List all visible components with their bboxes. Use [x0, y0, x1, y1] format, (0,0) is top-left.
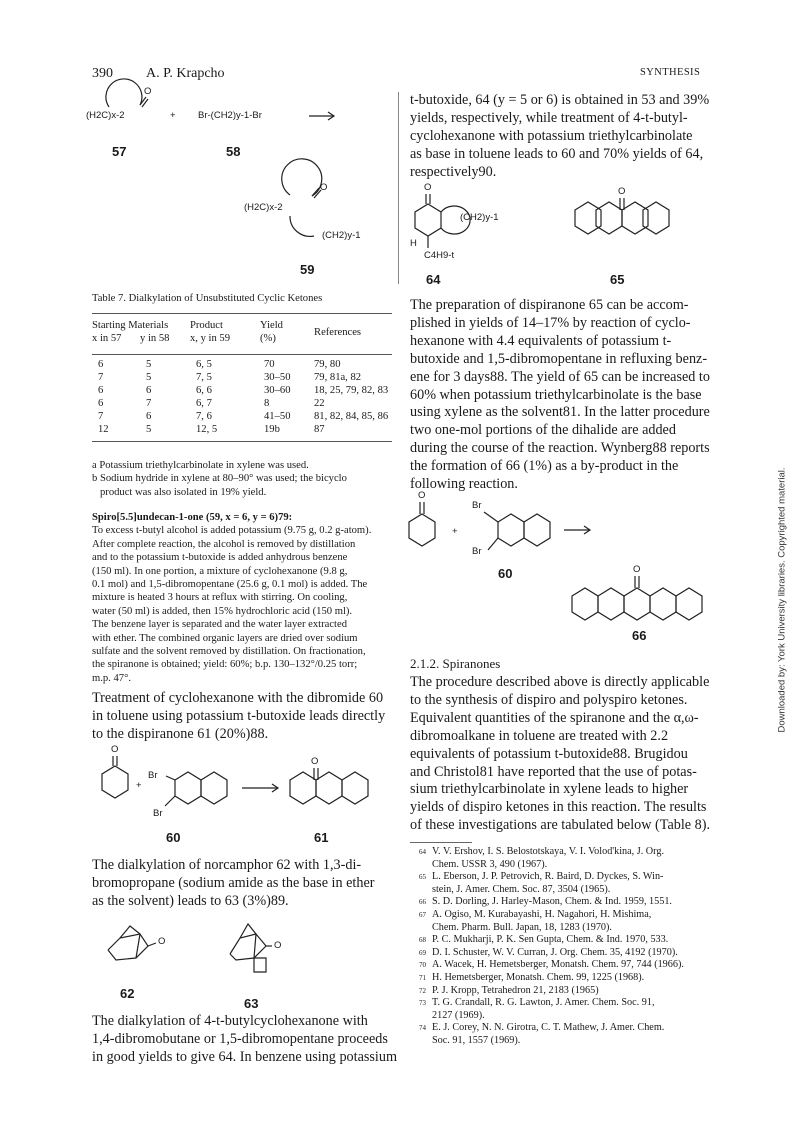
table-cell: 6, 5 [196, 359, 212, 370]
scheme-64-65 [410, 182, 714, 266]
page-number: 390 [92, 66, 113, 81]
table-7-note-a: a Potassium triethylcarbinolate in xylene was used. [92, 460, 309, 471]
ring-label-57: (H2C)x-2 [86, 110, 125, 121]
footnote-number: 68 [419, 936, 426, 945]
ring-59-lower [290, 216, 314, 236]
oxygen-61: O [311, 756, 319, 767]
table-cell: 79, 81a, 82 [314, 372, 362, 383]
plus-sign: + [452, 526, 458, 537]
table-cell: 5 [146, 359, 152, 370]
compound-label-57: 57 [112, 144, 127, 159]
text-line: t-butoxide, 64 (y = 5 or 6) is obtained in 53 and 39% [410, 92, 710, 108]
left-paragraph-1 [92, 690, 397, 744]
text-line: using xylene as the solvent81. In the latter procedure [410, 404, 710, 421]
table-cell: 6, 7 [196, 398, 212, 409]
procedure [92, 511, 397, 685]
scheme-norcamphor [100, 910, 400, 990]
table-7-header [92, 320, 392, 352]
text-line: 1,4-dibromobutane or 1,5-dibromopentane proceeds [92, 1030, 388, 1047]
table-cell: 18, 25, 79, 82, 83 [314, 385, 389, 396]
footnote-text: P. J. Kropp, Tetrahedron 21, 2183 (1965) [432, 984, 599, 996]
footnote-number: 64 [419, 848, 426, 856]
text-line: equivalents of potassium t-butoxide88. Brugidou [410, 745, 688, 762]
table-7-note-b-cont: product was also isolated in 19% yield. [100, 486, 267, 498]
footnote-text: 2127 (1969). [432, 1009, 485, 1021]
chain-label-59: (CH2)y-1 [322, 230, 361, 241]
text-line: during the course of the reaction. Wynberg88 reports [410, 440, 710, 457]
text-line: to the synthesis of dispiro and polyspiro ketones. [410, 691, 688, 708]
footnote-number: 65 [419, 873, 426, 882]
text-line: following reaction. [410, 476, 518, 493]
compound-label-62: 62 [120, 986, 135, 1001]
plus-sign: + [136, 780, 142, 791]
text-line: hexanone with 4.4 equivalents of potassium t- [410, 332, 672, 349]
procedure-line: the spiranone is obtained; yield: 60%; b.p. 130–132°/0.25 torr; [92, 659, 358, 671]
table-cell: 30–60 [264, 385, 291, 396]
footnote-text: Soc. 91, 1557 (1969). [432, 1034, 521, 1046]
compound-label-58: 58 [226, 144, 241, 159]
footnote-line [404, 846, 714, 859]
scheme-dispiranone-61 [100, 744, 400, 826]
compound-label-64: 64 [426, 272, 441, 287]
oxygen-63: O [274, 940, 282, 951]
text-line: as the solvent) leads to 63 (3%)89. [92, 892, 289, 909]
procedure-line: and to the potassium t-butoxide is added anhydrous benzene [92, 552, 348, 564]
text-line: to the dispiranone 61 (20%)88. [92, 725, 269, 742]
footnote-number [404, 922, 432, 935]
column-divider [398, 92, 399, 284]
procedure-line: sulfate and the solvent removed by distillation. On fractionation, [92, 646, 366, 658]
procedure-text [92, 524, 397, 685]
oxygen-66: O [633, 564, 641, 575]
table-cell: 8 [264, 398, 270, 409]
footnote-text: stein, J. Amer. Chem. Soc. 87, 3504 (1965). [432, 883, 611, 895]
text-line: two one-mol portions of the dihalide are added [410, 422, 676, 439]
footnote-number: 72 [419, 986, 426, 995]
text-line: 60% when potassium triethylcarbinolate is the base [410, 386, 702, 403]
plus-sign: + [170, 110, 176, 121]
right-paragraph-1 [410, 92, 710, 182]
text-line: yields, respectively, while treatment of 4-t-butyl- [410, 109, 688, 126]
table-cell: 7 [98, 411, 104, 422]
text-line: The dialkylation of 4-t-butylcyclohexanone with [92, 1013, 368, 1029]
footnote-line [404, 959, 714, 972]
table-cell: 6, 6 [196, 385, 212, 396]
oxygen-65: O [618, 186, 626, 197]
col-header-starting-materials: Starting Materials [92, 320, 169, 331]
ring-label-59: (H2C)x-2 [244, 202, 283, 213]
footnote-rule [410, 842, 472, 843]
right-paragraph-2 [410, 297, 710, 494]
text-line: sium triethylcarbinolate in xylene leads to higher [410, 781, 689, 798]
procedure-line: m.p. 47°. [92, 672, 131, 684]
text-line: in toluene using potassium t-butoxide leads directly [92, 707, 386, 724]
table-7-body [92, 359, 392, 437]
section-title: 2.1.2. Spiranones [410, 656, 501, 671]
footnote-line [404, 896, 714, 909]
table-7-bottom-rule [92, 441, 392, 442]
table-cell: 5 [146, 372, 152, 383]
text-line: Treatment of cyclohexanone with the dibromide 60 [92, 690, 384, 706]
col-header-yield: Yield [260, 320, 283, 331]
oxygen-cyclohexanone: O [111, 744, 119, 755]
table-cell: 7, 6 [196, 411, 212, 422]
footnote-line [404, 997, 714, 1010]
procedure-line: with ether. The combined organic layers are dried over sodium [92, 632, 358, 644]
tbutyl-64: C4H9-t [424, 250, 455, 261]
text-line: yields of dispiro ketones in this reaction. The results [410, 799, 707, 816]
footnote-line [404, 947, 714, 960]
sub-header-x: x in 57 [92, 333, 122, 344]
sub-header-xy: x, y in 59 [190, 333, 231, 344]
ring-57 [106, 79, 142, 107]
scheme-dispiro-66 [410, 490, 710, 650]
footnote-number [404, 859, 432, 872]
scheme-66-drawing [410, 490, 710, 650]
text-line: in good yields to give 64. In benzene using potassium [92, 1048, 397, 1065]
chain-label-64: (CH2)y-1 [460, 212, 499, 223]
text-line: as base in toluene leads to 60 and 70% yields of 64, [410, 145, 704, 162]
procedure-line: mixture is heated 3 hours at reflux with stirring. On cooling, [92, 592, 348, 604]
footnote-text: H. Hemetsberger, Monatsh. Chem. 99, 1225 (1968). [432, 971, 645, 983]
text-line: plished in yields of 14–17% by reaction of cyclo- [410, 314, 691, 331]
bromine-2: Br [153, 808, 163, 819]
table-7-title: Table 7. Dialkylation of Unsubstituted Cyclic Ketones [92, 293, 323, 304]
text-line: bromopropane (sodium amide as the base in ether [92, 874, 375, 891]
footnote-line [404, 972, 714, 985]
footnotes [404, 846, 714, 1048]
table-cell: 7 [146, 398, 152, 409]
text-line: the formation of 66 (1%) as a by-product in the [410, 458, 679, 475]
oxygen-59: O [320, 182, 328, 193]
text-line: The preparation of dispiranone 65 can be accom- [410, 297, 689, 313]
footnote-number: 66 [419, 898, 426, 907]
footnote-number: 74 [419, 1024, 426, 1033]
text-line: cyclohexanone with potassium triethylcarbinolate [410, 127, 693, 144]
footnote-number [404, 1010, 432, 1023]
bromine-1: Br [472, 500, 482, 511]
compound-label-59: 59 [300, 262, 315, 277]
footnote-line [404, 884, 714, 897]
compound-label-61: 61 [314, 830, 329, 845]
right-paragraph-3 [410, 674, 710, 835]
footnote-number [404, 1035, 432, 1048]
table-cell: 12, 5 [196, 424, 218, 435]
scheme-64-65-drawing [414, 186, 714, 266]
table-cell: 5 [146, 424, 152, 435]
table-cell: 19b [264, 424, 280, 435]
table-cell: 6 [98, 359, 104, 370]
oxygen-cyclohexanone: O [418, 490, 426, 501]
download-watermark: Downloaded by: York University libraries. Copyrighted material. [776, 467, 788, 733]
hydrogen-64: H [410, 238, 417, 249]
sub-header-percent: (%) [260, 333, 276, 344]
footnote-line [404, 859, 714, 872]
scheme-norcamphor-drawing [100, 910, 400, 990]
footnote-text: D. I. Schuster, W. V. Curran, J. Org. Chem. 35, 4192 (1970). [432, 946, 678, 958]
compound-label-60: 60 [498, 566, 513, 581]
table-cell: 12 [98, 424, 109, 435]
table-cell: 6 [98, 385, 104, 396]
footnote-text: E. J. Corey, N. N. Girotra, C. T. Mathew, J. Amer. Chem. [432, 1022, 665, 1034]
footnote-line [404, 1035, 714, 1048]
text-line: dibromoalkane in toluene are treated with 2.2 [410, 727, 669, 744]
left-paragraph-2 [92, 857, 397, 911]
procedure-line: (150 ml). In one portion, a mixture of cyclohexanone (9.8 g, [92, 565, 348, 577]
footnote-text: S. D. Dorling, J. Harley-Mason, Chem. & Ind. 1959, 1551. [432, 896, 672, 908]
table-cell: 70 [264, 359, 275, 370]
table-cell: 22 [314, 398, 325, 409]
footnote-line [404, 871, 714, 884]
oxygen-62: O [158, 936, 166, 947]
col-header-product: Product [190, 320, 223, 331]
footnote-number: 69 [419, 948, 426, 957]
running-author: A. P. Krapcho [146, 66, 225, 81]
text-line: Equivalent quantities of the spiranone and the α,ω- [410, 709, 699, 726]
table-cell: 7 [98, 372, 104, 383]
footnote-text: L. Eberson, J. P. Petrovich, R. Baird, D. Dyckes, S. Win- [432, 871, 664, 883]
procedure-title: Spiro[5.5]undecan-1-one (59, x = 6, y = 6)79: [92, 512, 293, 523]
text-line: The dialkylation of norcamphor 62 with 1,3-di- [92, 857, 362, 873]
footnote-line [404, 1022, 714, 1035]
scheme-61-drawing [100, 744, 400, 826]
footnote-line [404, 934, 714, 947]
col-header-references: References [314, 327, 362, 338]
footnote-text: A. Ogiso, M. Kurabayashi, H. Nagahori, H. Mishima, [432, 908, 652, 920]
text-line: butoxide and 1,5-dibromopentane in refluxing benz- [410, 350, 708, 367]
reagent-58: Br-(CH2)y-1-Br [198, 110, 262, 121]
table-7-notes [92, 459, 397, 499]
journal-name: SYNTHESIS [640, 67, 701, 78]
table-cell: 79, 80 [314, 359, 341, 370]
footnote-number [404, 884, 432, 897]
table-cell: 7, 5 [196, 372, 212, 383]
footnote-text: A. Wacek, H. Hemetsberger, Monatsh. Chem. 97, 744 (1966). [432, 959, 684, 971]
table-cell: 87 [314, 424, 325, 435]
text-line: ene for 3 days88. The yield of 65 can be increased to [410, 368, 710, 385]
footnote-text: P. C. Mukharji, P. K. Sen Gupta, Chem. & Ind. 1970, 533. [432, 934, 669, 946]
table-cell: 81, 82, 84, 85, 86 [314, 411, 389, 422]
procedure-line: To excess t-butyl alcohol is added potassium (9.75 g, 0.2 g-atom). [92, 525, 372, 537]
footnote-text: Chem. Pharm. Bull. Japan, 18, 1283 (1970). [432, 921, 612, 933]
oxygen-64: O [424, 182, 432, 193]
footnote-number: 73 [419, 999, 426, 1008]
footnote-number: 71 [419, 973, 426, 982]
compound-label-66: 66 [632, 628, 647, 643]
procedure-line: water (50 ml) is added, then 15% hydrochloric acid (150 ml). [92, 605, 353, 617]
procedure-line: 0.1 mol) and 1,5-dibromopentane (25.6 g, 0.1 mol) is added. The [92, 579, 368, 591]
text-line: of these investigations are tabulated below (Table 8). [410, 817, 710, 834]
footnote-text: Chem. USSR 3, 490 (1967). [432, 858, 548, 870]
text-line: The procedure described above is directly applicable [410, 674, 710, 690]
procedure-line: After complete reaction, the alcohol is removed by distillation [92, 538, 356, 550]
footnote-line [404, 1010, 714, 1023]
left-paragraph-3 [92, 1013, 397, 1067]
footnote-line [404, 922, 714, 935]
table-cell: 41–50 [264, 411, 291, 422]
footnote-number: 67 [419, 910, 426, 919]
footnote-text: T. G. Crandall, R. G. Lawton, J. Amer. Chem. Soc. 91, [432, 997, 655, 1009]
table-7 [92, 320, 392, 442]
oxygen-57: O [144, 86, 152, 97]
table-cell: 30–50 [264, 372, 291, 383]
footnote-text: V. V. Ershov, I. S. Belostotskaya, V. I. Volod'kina, J. Org. [432, 846, 665, 857]
scheme-dialkylation [84, 88, 394, 293]
table-cell: 6 [146, 385, 152, 396]
text-line: and Christol81 have reported that the use of potas- [410, 763, 697, 780]
footnote-line [404, 985, 714, 998]
bromine-1: Br [148, 770, 158, 781]
table-7-top-rule [92, 313, 392, 314]
procedure-line: The benzene layer is separated and the water layer extracted [92, 619, 347, 631]
compound-label-63: 63 [244, 996, 259, 1011]
table-7-note-b: b Sodium hydride in xylene at 80–90° was used; the bicyclo [92, 473, 347, 485]
table-7-header-rule [92, 354, 392, 355]
ring-59-upper [282, 159, 322, 196]
compound-label-60: 60 [166, 830, 181, 845]
table-cell: 6 [98, 398, 104, 409]
text-line: respectively90. [410, 163, 497, 180]
footnote-line [404, 909, 714, 922]
footnote-number: 70 [419, 961, 426, 970]
table-cell: 6 [146, 411, 152, 422]
bromine-2: Br [472, 546, 482, 557]
compound-label-65: 65 [610, 272, 625, 287]
sub-header-y: y in 58 [140, 333, 170, 344]
